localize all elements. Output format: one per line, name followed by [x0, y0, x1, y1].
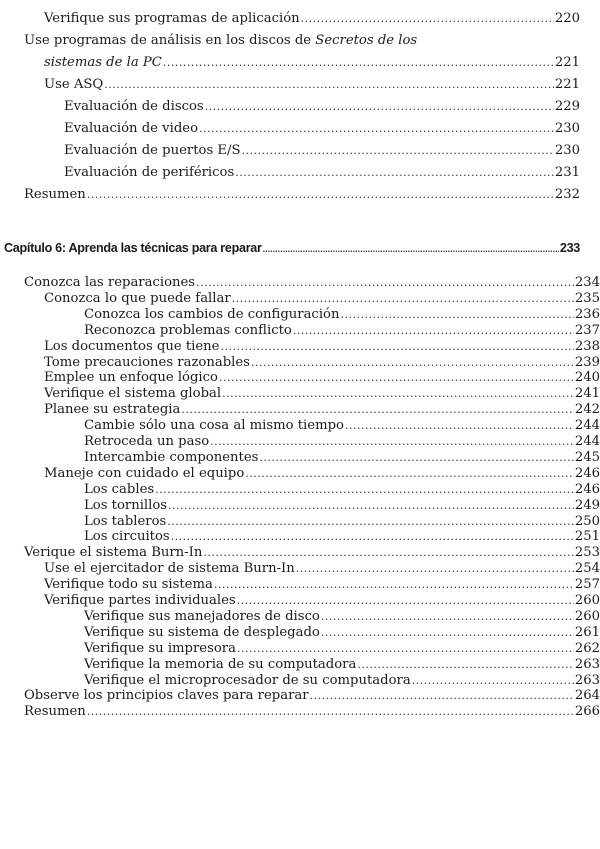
toc-entry-title: Tome precauciones razonables — [44, 354, 250, 370]
toc-entry-title: Resumen — [24, 704, 86, 720]
toc-entry-page: 262 — [574, 640, 600, 656]
toc-entry-title: Verifique el microprocesador de su computadora — [84, 672, 411, 688]
toc-entry-title: Planee su estrategia — [44, 402, 181, 418]
leader-dots — [196, 275, 574, 291]
toc-entry-title: Resumen — [24, 187, 86, 202]
toc-entry-page: 229 — [554, 99, 580, 114]
toc-entry-page: 261 — [574, 624, 600, 640]
leader-dots — [232, 291, 574, 307]
toc-entry-title: Evaluación de video — [64, 121, 199, 136]
leader-dots — [163, 52, 554, 74]
toc-entry-page: 244 — [574, 418, 600, 434]
toc-entry-title: Evaluación de puertos E/S — [64, 143, 241, 158]
toc-entry-page: 245 — [574, 449, 600, 465]
leader-dots — [220, 339, 573, 355]
toc-entry — [0, 434, 600, 450]
toc-entry — [0, 140, 580, 162]
leader-dots — [263, 238, 559, 260]
toc-entry — [0, 355, 600, 371]
leader-dots — [168, 498, 574, 514]
toc-entry-page: 237 — [574, 322, 600, 338]
leader-dots — [340, 307, 573, 323]
toc-entry-page: 221 — [554, 77, 580, 92]
toc-entry — [0, 561, 600, 577]
toc-entry-page: 221 — [554, 55, 580, 70]
leader-dots — [321, 625, 574, 641]
toc-entry-title: Use el ejercitador de sistema Burn-In — [44, 561, 295, 577]
toc-entry-title: Intercambie componentes — [84, 449, 259, 465]
leader-dots — [87, 184, 554, 206]
toc-entry-title: Cambie sólo una cosa al mismo tiempo — [84, 418, 344, 434]
toc-entry-page: 230 — [554, 143, 580, 158]
toc-entry — [0, 641, 600, 657]
toc-entry-title: Verifique el sistema global — [44, 386, 222, 402]
leader-dots — [345, 418, 574, 434]
toc-entry — [0, 339, 600, 355]
toc-entry-title: Conozca los cambios de configuración — [84, 306, 340, 322]
toc-entry-title: Use ASQ — [44, 77, 104, 92]
leader-dots — [210, 434, 574, 450]
leader-dots — [357, 657, 573, 673]
toc-entry — [0, 450, 600, 466]
toc-entry — [0, 593, 600, 609]
toc-entry-title: Verifique partes individuales — [44, 593, 236, 608]
leader-dots — [237, 641, 574, 657]
toc-entry-page: 230 — [554, 121, 580, 136]
toc-entry — [0, 529, 600, 545]
toc-entry-title: Reconozca problemas conflicto — [84, 322, 292, 338]
leader-dots — [219, 370, 574, 386]
toc-entry — [0, 625, 600, 641]
toc-entry — [0, 118, 580, 140]
leader-dots — [296, 561, 574, 577]
toc-entry-title: Verifique sus programas de aplicación — [44, 11, 300, 26]
toc-entry-title: Los documentos que tiene — [44, 338, 220, 354]
leader-dots — [251, 355, 574, 371]
toc-entry-page: 240 — [574, 370, 600, 386]
toc-entry — [0, 74, 580, 96]
leader-dots — [412, 673, 574, 689]
toc-entry — [0, 498, 600, 514]
toc-entry-title: Conozca lo que puede fallar — [44, 290, 231, 306]
leader-dots — [237, 593, 574, 609]
toc-entry-page: 253 — [574, 545, 600, 561]
toc-entry-page: 263 — [574, 656, 600, 672]
leader-dots — [87, 704, 574, 720]
leader-dots — [321, 609, 574, 625]
toc-entry-page: 231 — [554, 165, 580, 180]
toc-entry — [0, 184, 580, 206]
chapter-page: 233 — [559, 241, 580, 255]
toc-entry — [0, 482, 600, 498]
toc-entry — [0, 370, 600, 386]
toc-entry-page: 249 — [574, 497, 600, 513]
toc-entry-page: 266 — [574, 704, 600, 720]
toc-entry-page: 234 — [574, 275, 600, 290]
toc-entry-title: Los circuitos — [84, 529, 170, 545]
toc-entry — [0, 291, 600, 307]
toc-entry — [0, 323, 600, 339]
leader-dots — [171, 529, 574, 545]
toc-entry-title: Evaluación de discos — [64, 99, 204, 114]
leader-dots — [242, 140, 554, 162]
chapter-title: Capítulo 6: Aprenda las técnicas para reparar — [4, 241, 262, 255]
toc-entry-title-italic: Secretos de los — [315, 33, 418, 48]
toc-entry — [0, 96, 580, 118]
leader-dots — [214, 577, 574, 593]
toc-entry-page: 241 — [574, 386, 600, 402]
leader-dots — [104, 74, 554, 96]
leader-dots — [293, 323, 574, 339]
toc-entry-page: 232 — [554, 187, 580, 202]
toc-entry — [0, 673, 600, 689]
toc-entry-page: 236 — [574, 306, 600, 322]
toc-entry — [0, 545, 600, 561]
toc-entry-page: 220 — [554, 11, 580, 26]
leader-dots — [167, 514, 574, 530]
leader-dots — [310, 688, 574, 704]
toc-entry — [0, 704, 600, 720]
toc-entry — [0, 275, 600, 291]
toc-entry — [0, 402, 600, 418]
toc-entry-page: 246 — [574, 465, 600, 481]
toc-entry-multiline-first — [0, 30, 584, 52]
toc-entry — [0, 609, 600, 625]
leader-dots — [245, 466, 574, 482]
toc-entry — [0, 162, 580, 184]
toc-entry-page: 250 — [574, 513, 600, 529]
leader-dots — [222, 386, 574, 402]
toc-entry-page: 264 — [574, 688, 600, 704]
toc-entry-title-italic: sistemas de la PC — [44, 55, 162, 70]
toc-entry-page: 260 — [574, 593, 600, 608]
toc-entry-title: Los cables — [84, 481, 155, 497]
toc-entry-title: Verifique su sistema de desplegado — [84, 624, 320, 640]
leader-dots — [181, 402, 573, 418]
toc-entry — [0, 657, 600, 673]
toc-entry-page: 235 — [574, 290, 600, 306]
chapter-heading — [4, 237, 580, 259]
toc-entry-page: 244 — [574, 434, 600, 449]
toc-entry-title: Verifique la memoria de su computadora — [84, 656, 357, 672]
toc-entry — [0, 418, 600, 434]
toc-entry-page: 260 — [574, 608, 600, 624]
toc-entry-title: Observe los principios claves para reparar — [24, 688, 309, 704]
toc-entry — [0, 688, 600, 704]
toc-entry — [0, 8, 580, 30]
toc-entry-page: 263 — [574, 672, 600, 688]
leader-dots — [235, 162, 554, 184]
toc-entry-title: Use programas de análisis en los discos de — [24, 33, 316, 48]
toc-entry-title: Verifique todo su sistema — [44, 577, 213, 593]
toc-entry — [0, 466, 600, 482]
toc-entry-title: Evaluación de periféricos — [64, 165, 235, 180]
toc-entry-page: 251 — [574, 529, 600, 545]
leader-dots — [259, 450, 573, 466]
toc-entry — [0, 577, 600, 593]
leader-dots — [203, 545, 573, 561]
toc-entry-title: Maneje con cuidado el equipo — [44, 465, 245, 481]
toc-entry-page: 238 — [574, 338, 600, 354]
toc-entry — [0, 52, 580, 74]
toc-entry-title: Verifique su impresora — [84, 640, 236, 656]
toc-entry-title: Los tornillos — [84, 497, 168, 513]
toc-entry-title: Retroceda un paso — [84, 434, 210, 449]
leader-dots — [155, 482, 574, 498]
toc-entry — [0, 307, 600, 323]
toc-entry-page: 246 — [574, 481, 600, 497]
leader-dots — [199, 118, 554, 140]
toc-entry-title: Verifique sus manejadores de disco — [84, 608, 320, 624]
toc-entry-title: Verique el sistema Burn-In — [24, 545, 203, 561]
toc-entry-page: 254 — [574, 561, 600, 577]
leader-dots — [205, 96, 554, 118]
toc-entry — [0, 386, 600, 402]
toc-entry-page: 239 — [574, 354, 600, 370]
toc-entry-title: Emplee un enfoque lógico — [44, 370, 218, 386]
toc-entry-title: Los tableros — [84, 513, 167, 529]
leader-dots — [301, 8, 554, 30]
toc-entry-page: 257 — [574, 577, 600, 593]
toc-entry-page: 242 — [574, 402, 600, 418]
toc-entry — [0, 514, 600, 530]
toc-entry-title: Conozca las reparaciones — [24, 275, 196, 290]
